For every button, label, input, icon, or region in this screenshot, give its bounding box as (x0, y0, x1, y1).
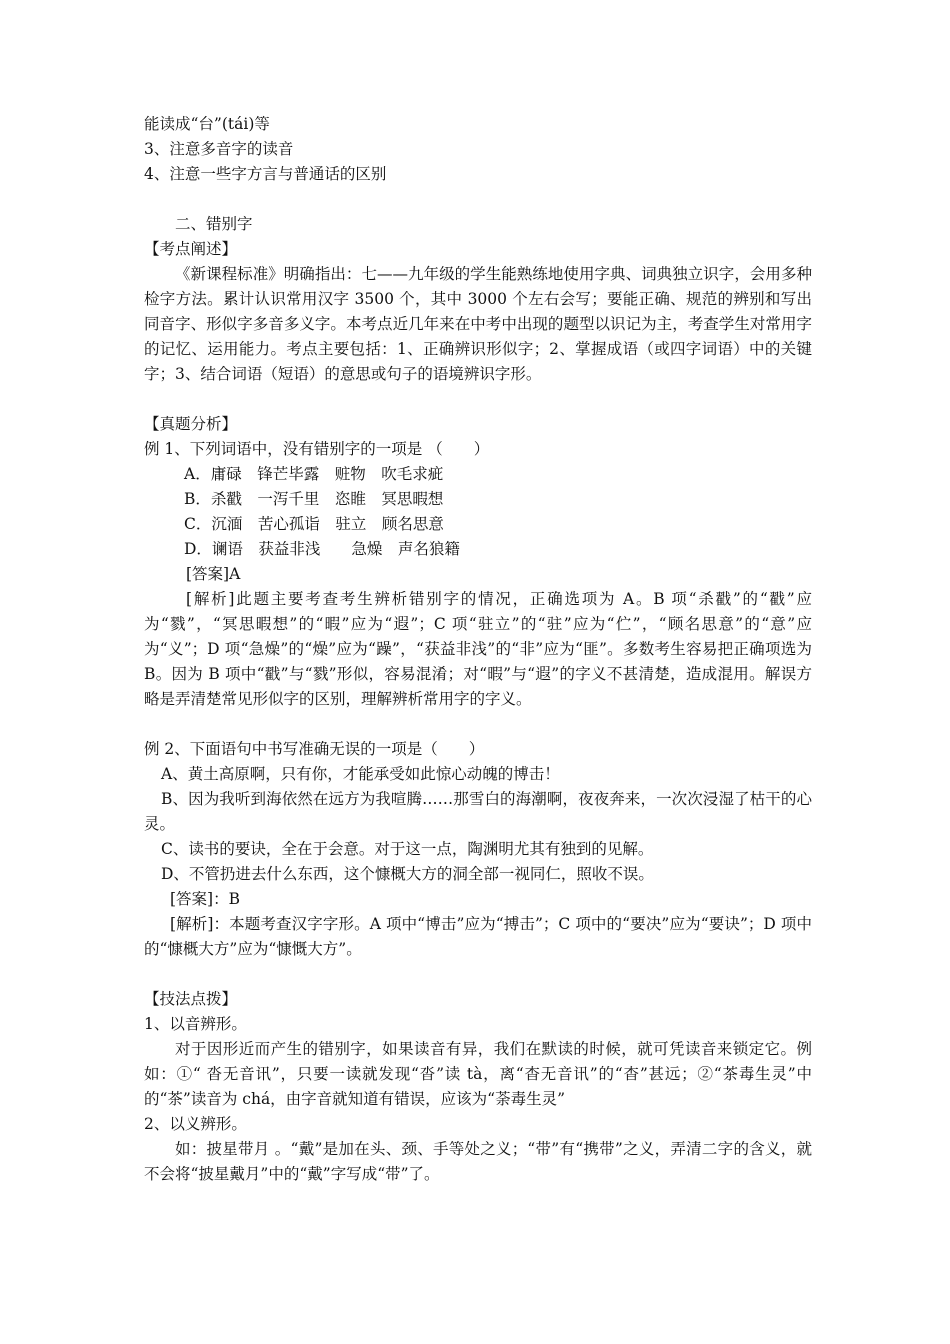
text-line: 能读成“台”(tái)等 (144, 115, 270, 133)
document-page (144, 112, 812, 1187)
text-line: 3、注意多音字的读音 (144, 140, 294, 158)
example1-option-d: D．谰语 获益非浅 急燥 声名狼籍 (184, 540, 460, 558)
example1-answer: [答案]A (186, 565, 241, 583)
kaodian-heading: 【考点阐述】 (144, 240, 238, 258)
jifa-heading: 【技法点拨】 (144, 990, 238, 1008)
kaodian-paragraph: 《新课程标准》明确指出：七——九年级的学生能熟练地使用字典、词典独立识字，会用多种检字方法。累计认识常用汉字 3500 个，其中 3000 个左右会写；要能正确、规范的辨别和写出同音字、形似字多音多义字。本考点近几年来在中考中出现的题型以识记为主，考查学生对常用字的记忆、运用能力。考点主要包括：1、正确辨识形似字；2、掌握成语（或四字词语）中的关键字；3、结合词语（短语）的意思或句子的语境辨识字形。 (144, 265, 812, 383)
example2-question: 例 2、下面语句中书写准确无误的一项是（ ） (144, 740, 485, 758)
example2-option-a: A、黄土高原啊，只有你，才能承受如此惊心动魄的博击！ (161, 765, 560, 783)
example1-option-b: B．杀戳 一泻千里 恣睢 冥思暇想 (184, 490, 444, 508)
example1-option-c: C．沉湎 苦心孤诣 驻立 顾名思意 (184, 515, 444, 533)
example1-question: 例 1、下列词语中，没有错别字的一项是 （ ） (144, 440, 490, 458)
example2-answer: [答案]：B (170, 890, 240, 908)
example1-analysis: [解析]此题主要考查考生辨析错别字的情况，正确选项为 A。B 项“杀戳”的“戳”应为“戮”，“冥思暇想”的“暇”应为“遐”；C 项“驻立”的“驻”应为“伫”，“顾名思意”的“意”应为“义”；D 项“急燥”的“燥”应为“躁”，“获益非浅”的“非”应为“匪”。多数考生容易把正确项选为 B。因为 B 项中“戳”与“戮”形似，容易混淆；对“暇”与“遐”的字义不甚清楚，造成混用。解误方略是弄清楚常见形似字的区别，理解辨析常用字的字义。 (144, 590, 812, 708)
method2-title: 2、以义辨形。 (144, 1115, 247, 1133)
example2-option-c: C、读书的要诀，全在于会意。对于这一点，陶渊明尤其有独到的见解。 (161, 840, 654, 858)
text-line: 4、注意一些字方言与普通话的区别 (144, 165, 387, 183)
zhenti-heading: 【真题分析】 (144, 415, 238, 433)
example2-analysis: [解析]：本题考查汉字字形。A 项中“博击”应为“搏击”；C 项中的“要决”应为“要诀”；D 项中的“慷概大方”应为“慷慨大方”。 (144, 915, 812, 958)
example2-option-d: D、不管扔进去什么东西，这个慷概大方的洞全部一视同仁，照收不误。 (161, 865, 654, 883)
method1-title: 1、以音辨形。 (144, 1015, 247, 1033)
example2-option-b: B、因为我听到海依然在远方为我喧腾……那雪白的海潮啊，夜夜奔来，一次次浸湿了枯干的心灵。 (144, 790, 812, 833)
example1-option-a: A．庸碌 锋芒毕露 赃物 吹毛求疵 (184, 465, 444, 483)
method2-text: 如：披星带月 。“戴”是加在头、颈、手等处之义；“带”有“携带”之义，弄清二字的含义，就不会将“披星戴月”中的“戴”字写成“带”了。 (144, 1140, 812, 1183)
method1-text: 对于因形近而产生的错别字，如果读音有异，我们在默读的时候，就可凭读音来锁定它。例如：①“ 沓无音讯”，只要一读就发现“沓”读 tà，离“杳无音讯”的“杳”甚远；②“茶毒生灵”中的“茶”读音为 chá，由字音就知道有错误，应该为“荼毒生灵” (144, 1040, 812, 1108)
section-title: 二、错别字 (175, 215, 253, 233)
